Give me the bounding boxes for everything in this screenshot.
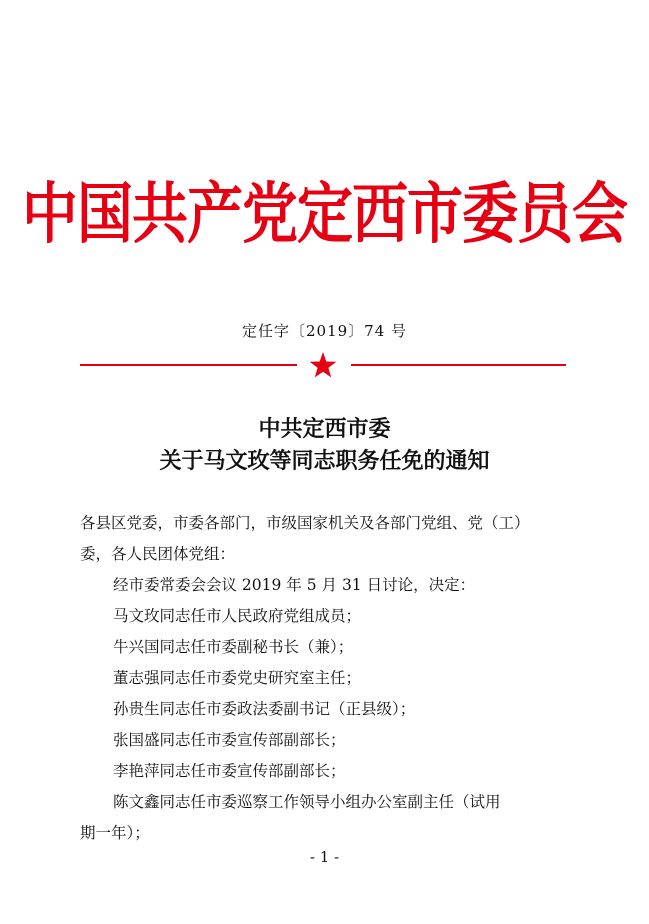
- red-separator: [80, 352, 566, 378]
- appointment-item: 马文玫同志任市人民政府党组成员；: [113, 607, 362, 625]
- document-number: 定任字〔2019〕74 号: [241, 322, 408, 340]
- notice-title-line-2: 关于马文玫等同志职务任免的通知: [159, 448, 490, 474]
- appointment-item: 陈文鑫同志任市委巡察工作领导小组办公室副主任（试用: [113, 793, 501, 811]
- addressee-line-1: 各县区党委，市委各部门，市级国家机关及各部门党组、党（工）: [80, 514, 530, 532]
- separator-line-left: [80, 364, 297, 366]
- addressee-line-2: 委，各人民团体党组：: [80, 545, 236, 563]
- decision-intro: 经市委常委会会议 2019 年 5 月 31 日讨论，决定：: [113, 576, 476, 594]
- appointment-item: 牛兴国同志任市委副秘书长（兼）；: [113, 638, 354, 656]
- appointment-item: 董志强同志任市委党史研究室主任；: [113, 669, 362, 687]
- separator-line-right: [351, 364, 566, 366]
- notice-title-line-1: 中共定西市委: [258, 416, 391, 442]
- issuer-header: 中国共产党定西市委员会: [22, 176, 627, 253]
- appointment-item: 李艳萍同志任市委宣传部副部长；: [113, 762, 346, 780]
- page-number: - 1 -: [309, 848, 340, 866]
- star-icon: [309, 352, 337, 378]
- appointment-continuation: 期一年）；: [80, 824, 150, 842]
- appointment-item: 孙贵生同志任市委政法委副书记（正县级）；: [113, 700, 416, 718]
- appointment-item: 张国盛同志任市委宣传部副部长；: [113, 731, 346, 749]
